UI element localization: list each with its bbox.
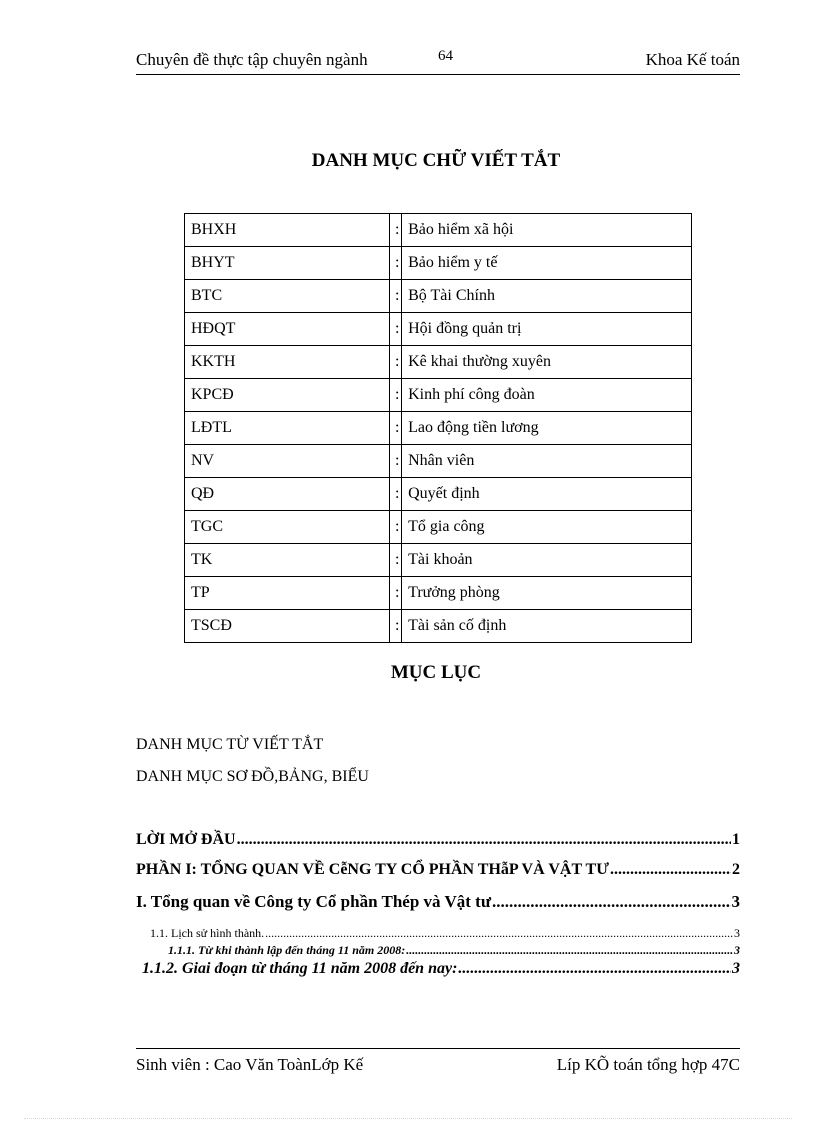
meaning-cell: Tài sản cố định <box>402 610 692 643</box>
abbr-cell: TSCĐ <box>185 610 390 643</box>
toc-leader-dots <box>458 960 731 978</box>
toc-entry-introduction[interactable] <box>136 831 740 849</box>
meaning-cell: Bảo hiểm y tế <box>402 247 692 280</box>
separator-cell: : <box>390 247 402 280</box>
toc-leader-dots <box>237 831 731 849</box>
page-bottom-divider <box>24 1118 792 1119</box>
page-header <box>136 48 740 75</box>
separator-cell: : <box>390 379 402 412</box>
toc-entry-part-one[interactable] <box>136 861 740 879</box>
abbreviations-table <box>184 213 692 643</box>
footer-class: Líp KÕ toán tổng hợp 47C <box>556 1055 740 1074</box>
abbr-cell: TK <box>185 544 390 577</box>
abbr-cell: HĐQT <box>185 313 390 346</box>
toc-entry-page: 1 <box>732 831 740 848</box>
toc-diagrams-link[interactable]: DANH MỤC SƠ ĐỒ,BẢNG, BIỂU <box>136 768 369 785</box>
meaning-cell: Bảo hiểm xã hội <box>402 214 692 247</box>
toc-entry-page: 3 <box>732 960 740 977</box>
table-row <box>185 478 692 511</box>
table-row <box>185 577 692 610</box>
meaning-cell: Quyết định <box>402 478 692 511</box>
separator-cell: : <box>390 445 402 478</box>
toc-entry-label: 1.1.1. Từ khi thành lập đến tháng 11 năm 2008: <box>168 943 406 957</box>
abbr-cell: NV <box>185 445 390 478</box>
toc-abbreviations-link[interactable]: DANH MỤC TỪ VIẾT TẮT <box>136 736 324 753</box>
header-course-title: Chuyên đề thực tập chuyên ngành <box>136 50 368 69</box>
toc-entry-page: 3 <box>734 926 740 940</box>
abbr-cell: QĐ <box>185 478 390 511</box>
meaning-cell: Tài khoản <box>402 544 692 577</box>
table-row <box>185 346 692 379</box>
toc-leader-dots <box>492 892 730 912</box>
header-department: Khoa Kế toán <box>645 50 740 69</box>
abbreviations-title: DANH MỤC CHỮ VIẾT TẮT <box>311 150 561 171</box>
table-row <box>185 280 692 313</box>
abbr-cell: TGC <box>185 511 390 544</box>
abbr-cell: BHXH <box>185 214 390 247</box>
abbr-cell: BTC <box>185 280 390 313</box>
table-row <box>185 412 692 445</box>
meaning-cell: Bộ Tài Chính <box>402 280 692 313</box>
page-footer <box>136 1048 740 1074</box>
toc-entry-label: LỜI MỞ ĐẦU <box>136 831 236 848</box>
meaning-cell: Hội đồng quản trị <box>402 313 692 346</box>
toc-entry-label: PHẦN I: TỔNG QUAN VỀ CễNG TY CỔ PHẦN THẫP VÀ VẬT TƯ <box>136 861 609 878</box>
separator-cell: : <box>390 346 402 379</box>
toc-entry-page: 3 <box>731 892 740 911</box>
table-row <box>185 610 692 643</box>
toc-entry-1-1[interactable] <box>150 926 740 941</box>
separator-cell: : <box>390 313 402 346</box>
header-page-number: 64 <box>438 48 453 64</box>
abbr-cell: TP <box>185 577 390 610</box>
abbr-cell: KKTH <box>185 346 390 379</box>
toc-entry-label: I. Tổng quan về Công ty Cổ phần Thép và Vật tư <box>136 892 492 911</box>
abbr-cell: LĐTL <box>185 412 390 445</box>
meaning-cell: Nhân viên <box>402 445 692 478</box>
meaning-cell: Trưởng phòng <box>402 577 692 610</box>
toc-entry-section-one[interactable] <box>136 892 740 912</box>
separator-cell: : <box>390 478 402 511</box>
meaning-cell: Tổ gia công <box>402 511 692 544</box>
abbr-cell: BHYT <box>185 247 390 280</box>
toc-entry-label: 1.1.2. Giai đoạn từ tháng 11 năm 2008 đến nay: <box>142 960 458 977</box>
meaning-cell: Kinh phí công đoàn <box>402 379 692 412</box>
table-row <box>185 247 692 280</box>
abbr-cell: KPCĐ <box>185 379 390 412</box>
table-row <box>185 379 692 412</box>
meaning-cell: Kê khai thường xuyên <box>402 346 692 379</box>
table-row <box>185 511 692 544</box>
separator-cell: : <box>390 214 402 247</box>
toc-title: MỤC LỤC <box>390 662 482 683</box>
toc-leader-dots <box>265 926 733 941</box>
table-row <box>185 445 692 478</box>
separator-cell: : <box>390 544 402 577</box>
toc-entry-1-1-2[interactable] <box>142 960 740 978</box>
separator-cell: : <box>390 412 402 445</box>
separator-cell: : <box>390 511 402 544</box>
toc-entry-label: 1.1. Lịch sử hình thành. <box>150 926 265 940</box>
meaning-cell: Lao động tiền lương <box>402 412 692 445</box>
toc-leader-dots <box>610 861 731 879</box>
table-row <box>185 313 692 346</box>
table-row <box>185 544 692 577</box>
separator-cell: : <box>390 280 402 313</box>
table-row <box>185 214 692 247</box>
footer-student: Sinh viên : Cao Văn ToànLớp Kế <box>136 1055 364 1074</box>
toc-entry-1-1-1[interactable] <box>168 943 740 958</box>
separator-cell: : <box>390 610 402 643</box>
toc-leader-dots <box>406 943 733 958</box>
toc-entry-page: 3 <box>734 943 740 957</box>
separator-cell: : <box>390 577 402 610</box>
toc-entry-page: 2 <box>732 861 740 878</box>
